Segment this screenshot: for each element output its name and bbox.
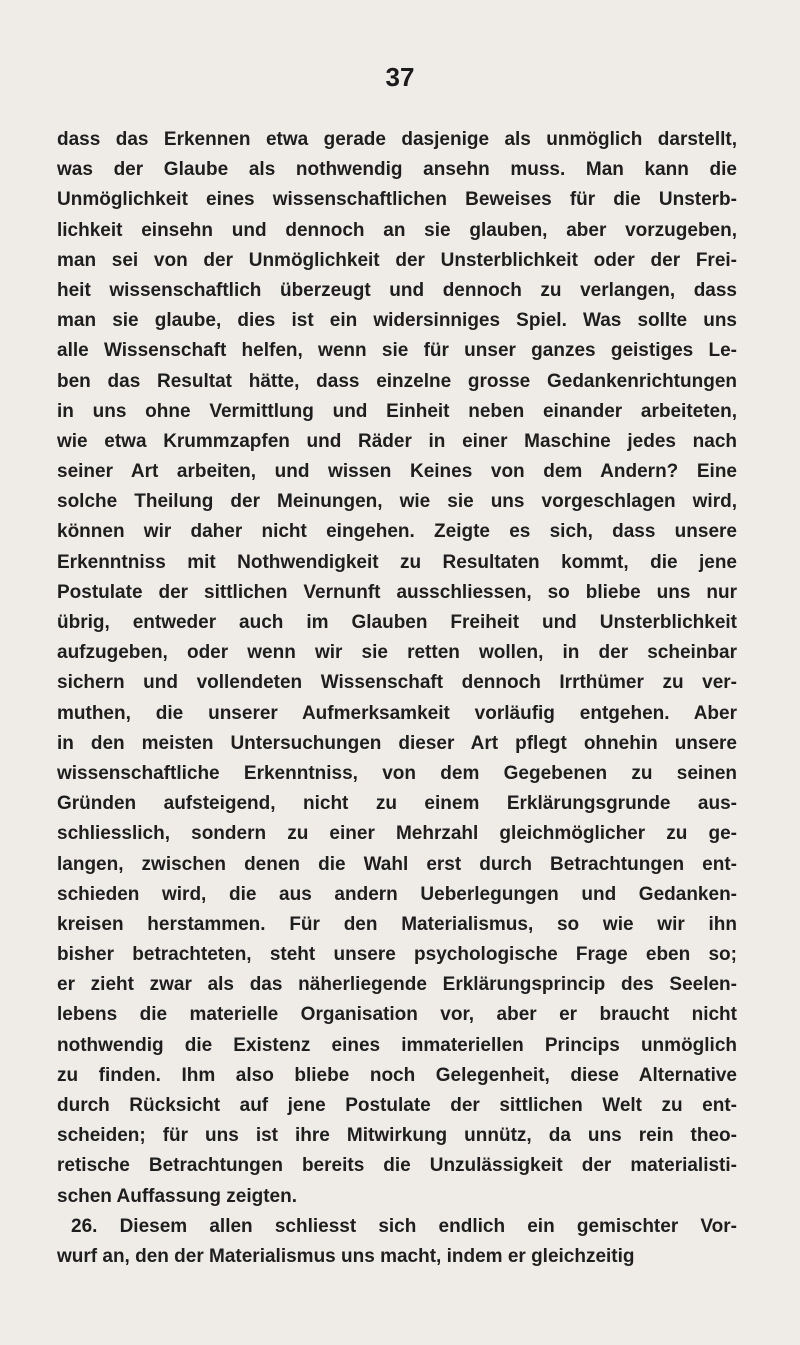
- text-line: lebens die materielle Organisation vor, aber er braucht nicht: [57, 1004, 737, 1026]
- text-line: seiner Art arbeiten, und wissen Keines von dem Andern? Eine: [57, 461, 737, 483]
- text-line: sichern und vollendeten Wissenschaft dennoch Irrthümer zu ver-: [57, 672, 737, 694]
- text-line: man sie glaube, dies ist ein widersinniges Spiel. Was sollte uns: [57, 310, 737, 332]
- text-line: in den meisten Untersuchungen dieser Art pflegt ohnehin unsere: [57, 732, 737, 754]
- text-line: schieden wird, die aus andern Ueberlegungen und Gedanken-: [57, 883, 737, 905]
- text-line: muthen, die unserer Aufmerksamkeit vorläufig entgehen. Aber: [57, 702, 737, 724]
- page-number: 37: [385, 62, 415, 92]
- text-line: 26. Diesem allen schliesst sich endlich ein gemischter Vor-: [71, 1215, 737, 1237]
- text-line: schliesslich, sondern zu einer Mehrzahl gleichmöglicher zu ge-: [57, 823, 737, 845]
- text-line: schen Auffassung zeigten.: [57, 1185, 297, 1207]
- body-text: [57, 125, 737, 1272]
- text-line: ben das Resultat hätte, dass einzelne grosse Gedankenrichtungen: [57, 370, 737, 392]
- text-line: alle Wissenschaft helfen, wenn sie für unser ganzes geistiges Le-: [57, 340, 737, 362]
- text-line: dass das Erkennen etwa gerade dasjenige als unmöglich darstellt,: [57, 129, 737, 150]
- text-line: übrig, entweder auch im Glauben Freiheit und Unsterblichkeit: [57, 612, 737, 633]
- text-line: retische Betrachtungen bereits die Unzulässigkeit der materialisti-: [57, 1155, 737, 1177]
- text-line: wie etwa Krummzapfen und Räder in einer Maschine jedes nach: [57, 430, 737, 452]
- text-line: langen, zwischen denen die Wahl erst durch Betrachtungen ent-: [57, 853, 737, 875]
- text-line: solche Theilung der Meinungen, wie sie uns vorgeschlagen wird,: [57, 491, 737, 513]
- text-line: Unmöglichkeit eines wissenschaftlichen Beweises für die Unsterb-: [57, 189, 737, 211]
- text-line: heit wissenschaftlich überzeugt und dennoch zu verlangen, dass: [57, 279, 737, 301]
- text-line: lichkeit einsehn und dennoch an sie glauben, aber vorzugeben,: [57, 219, 737, 241]
- text-line: er zieht zwar als das näherliegende Erklärungsprincip des Seelen-: [57, 974, 737, 996]
- text-line: scheiden; für uns ist ihre Mitwirkung unnütz, da uns rein theo-: [57, 1125, 737, 1147]
- text-line: Erkenntniss mit Nothwendigkeit zu Resultaten kommt, die jene: [57, 551, 737, 573]
- text-line: was der Glaube als nothwendig ansehn muss. Man kann die: [57, 159, 737, 181]
- text-line: durch Rücksicht auf jene Postulate der sittlichen Welt zu ent-: [57, 1095, 737, 1116]
- text-line: können wir daher nicht eingehen. Zeigte es sich, dass unsere: [57, 521, 737, 543]
- text-line: wissenschaftliche Erkenntniss, von dem Gegebenen zu seinen: [57, 762, 737, 784]
- text-line: wurf an, den der Materialismus uns macht, indem er gleichzeitig: [57, 1245, 635, 1267]
- text-line: Postulate der sittlichen Vernunft ausschliessen, so bliebe uns nur: [57, 581, 737, 603]
- text-line: kreisen herstammen. Für den Materialismus, so wie wir ihn: [57, 913, 737, 935]
- text-line: nothwendig die Existenz eines immateriellen Princips unmöglich: [57, 1034, 737, 1056]
- text-line: bisher betrachteten, steht unsere psychologische Frage eben so;: [57, 944, 737, 966]
- text-line: man sei von der Unmöglichkeit der Unsterblichkeit oder der Frei-: [57, 249, 737, 271]
- text-line: in uns ohne Vermittlung und Einheit neben einander arbeiteten,: [57, 400, 737, 422]
- text-line: aufzugeben, oder wenn wir sie retten wollen, in der scheinbar: [57, 642, 737, 664]
- text-line: Gründen aufsteigend, nicht zu einem Erklärungsgrunde aus-: [57, 793, 737, 815]
- text-line: zu finden. Ihm also bliebe noch Gelegenheit, diese Alternative: [57, 1064, 737, 1086]
